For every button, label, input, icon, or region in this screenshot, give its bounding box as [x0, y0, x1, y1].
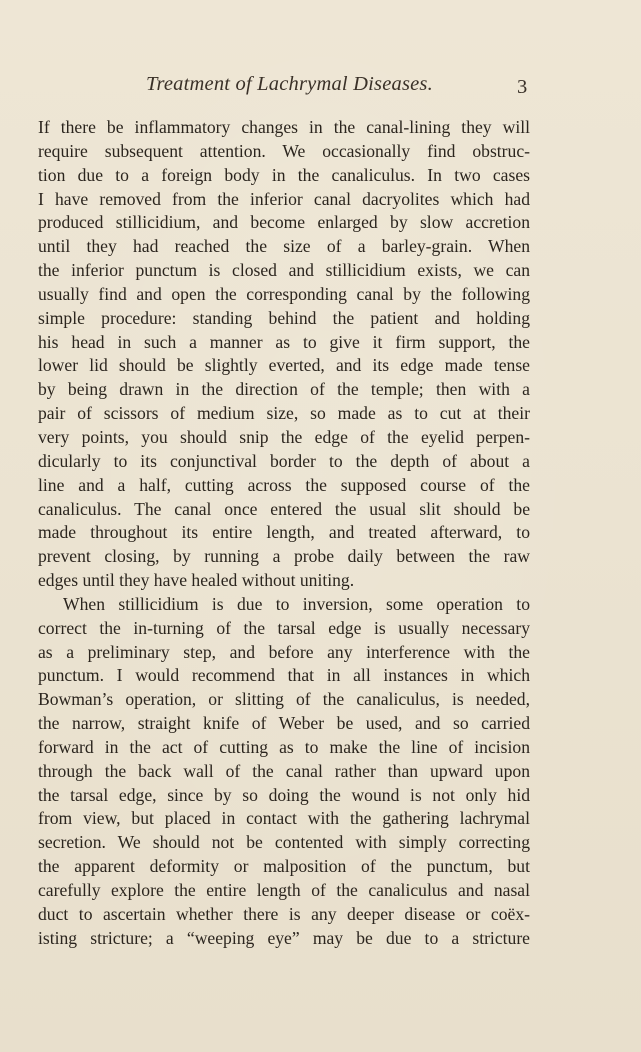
text-line: through the back wall of the canal rather than upward upon [38, 760, 530, 781]
text-line: punctum. I would recommend that in all instances in which [38, 665, 530, 686]
text-line: dicularly to its conjunctival border to the depth of about a [38, 450, 530, 471]
text-line: correct the in-turning of the tarsal edge is usually necessary [38, 617, 530, 638]
text-line: canaliculus. The canal once entered the usual slit should be [38, 498, 530, 519]
text-line: the tarsal edge, since by so doing the wound is not only hid [38, 784, 530, 805]
text-line: carefully explore the entire length of the canaliculus and nasal [38, 880, 530, 900]
text-line: produced stillicidium, and become enlarged by slow accretion [38, 212, 530, 233]
text-line: secretion. We should not be contented with simply correcting [38, 832, 530, 853]
text-line: lower lid should be slightly everted, and its edge made tense [38, 355, 530, 376]
text-line: I have removed from the inferior canal dacryolites which had [38, 188, 530, 209]
text-line: simple procedure: standing behind the patient and holding [38, 307, 530, 328]
text-line: If there be inflammatory changes in the canal-lining they will [38, 117, 530, 137]
body-text [38, 116, 530, 951]
running-head: Treatment of Lachrymal Diseases. [146, 73, 433, 95]
text-line: line and a half, cutting across the supposed course of the [38, 474, 530, 495]
text-line: duct to ascertain whether there is any deeper disease or coëx- [38, 903, 530, 924]
text-line: made throughout its entire length, and treated afterward, to [38, 522, 530, 543]
text-line: until they had reached the size of a barley-grain. When [38, 236, 530, 257]
text-line: tion due to a foreign body in the canaliculus. In two cases [38, 164, 530, 185]
text-line: forward in the act of cutting as to make the line of incision [38, 736, 530, 757]
text-line: the narrow, straight knife of Weber be used, and so carried [38, 713, 530, 734]
text-line: from view, but placed in contact with the gathering lachrymal [38, 808, 530, 829]
page-number: 3 [517, 76, 528, 98]
text-line: isting stricture; a “weeping eye” may be due to a stricture [38, 927, 530, 948]
text-line: by being drawn in the direction of the temple; then with a [38, 379, 530, 400]
text-line: the apparent deformity or malposition of the punctum, but [38, 856, 530, 877]
text-line: prevent closing, by running a probe daily between the raw [38, 546, 530, 567]
text-line: his head in such a manner as to give it firm support, the [38, 331, 530, 352]
text-line: Bowman’s operation, or slitting of the canaliculus, is needed, [38, 689, 530, 710]
text-line: the inferior punctum is closed and stillicidium exists, we can [38, 260, 530, 281]
text-line: as a preliminary step, and before any interference with the [38, 641, 530, 662]
text-line: usually find and open the corresponding canal by the following [38, 283, 530, 304]
text-line: require subsequent attention. We occasionally find obstruc- [38, 140, 530, 161]
text-line: very points, you should snip the edge of the eyelid perpen- [38, 426, 530, 447]
text-line: pair of scissors of medium size, so made as to cut at their [38, 403, 530, 424]
text-line: When stillicidium is due to inversion, some operation to [63, 593, 530, 614]
text-line: edges until they have healed without uniting. [38, 570, 355, 591]
